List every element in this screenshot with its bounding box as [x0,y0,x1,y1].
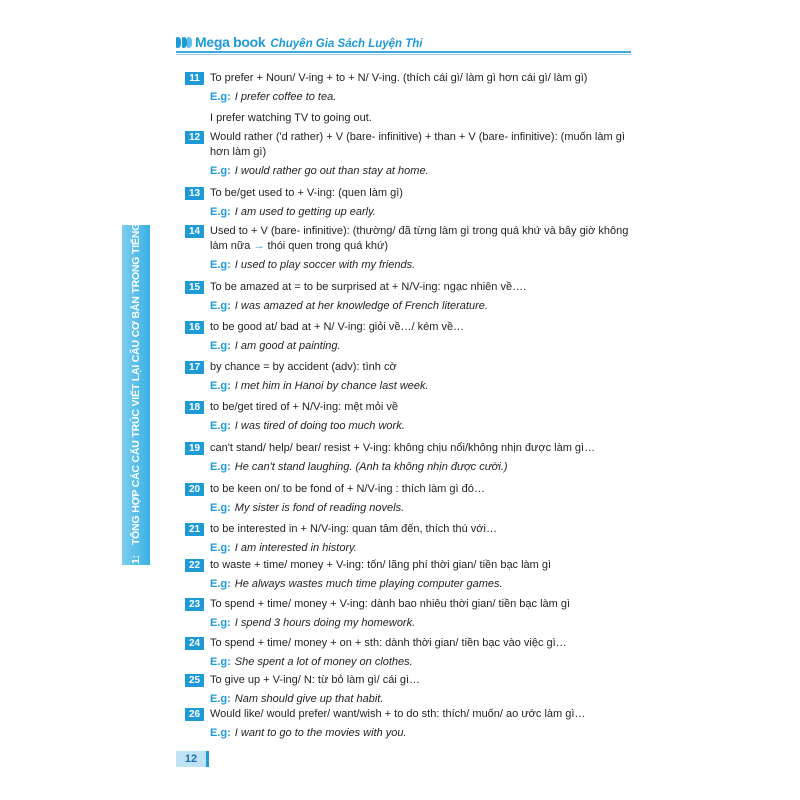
entry-number: 12 [185,131,204,144]
example-text: She spent a lot of money on clothes. [234,656,413,668]
megabook-logo [176,34,423,50]
entry-rule-part: Used to + V (bare- infinitive): (thường/ đã từng làm gì trong quá khứ và bây giờ không làm nữa [210,225,629,252]
entry-rule: To give up + V-ing/ N: từ bỏ làm gì/ cái gì… [210,674,421,686]
entry-rule: to waste + time/ money + V-ing: tốn/ lãng phí thời gian/ tiền bạc làm gì [210,559,552,571]
example-text: He can't stand laughing. (Anh ta không nhịn được cười.) [234,461,508,473]
page-header [176,34,631,52]
brand-tagline: Chuyên Gia Sách Luyện Thi [270,38,423,50]
entry-example [210,419,645,434]
entry-example [210,299,645,314]
entry-example [210,692,645,707]
page-number-bar [206,751,209,767]
eg-label: E.g: [210,91,231,103]
eg-label: E.g: [210,502,231,514]
entry-number: 26 [185,708,204,721]
entry-example [210,541,645,556]
structure-entry [185,224,645,273]
entry-number: 21 [185,523,204,536]
right-arrow-icon: → [253,240,265,252]
structure-entry [185,597,645,631]
entry-example [210,164,645,179]
header-rule-thin [176,54,631,55]
example-text: I was tired of doing too much work. [234,420,405,432]
example-text: I would rather go out than stay at home. [234,165,429,177]
entry-example [210,205,645,220]
structure-entry [185,522,645,556]
entry-rule-part: thói quen trong quá khứ) [267,240,389,252]
eg-label: E.g: [210,461,231,473]
example-text: I want to go to the movies with you. [234,727,407,739]
entry-rule: To spend + time/ money + on + sth: dành thời gian/ tiền bạc vào việc gì… [210,637,567,649]
structure-entry [185,441,645,475]
entry-example [210,655,645,670]
entry-number: 15 [185,281,204,294]
megabook-logo-icon [176,37,192,48]
eg-label: E.g: [210,578,231,590]
entry-example [210,90,645,105]
entry-number: 25 [185,674,204,687]
structure-entry [185,558,645,592]
entry-rule: To prefer + Noun/ V-ing + to + N/ V-ing. (thích cái gì/ làm gì hơn cái gì/ làm gì) [210,72,588,84]
entry-number: 19 [185,442,204,455]
structure-entry [185,707,645,741]
entry-rule: To be/get used to + V-ing: (quen làm gì) [210,187,403,199]
example-text: I am used to getting up early. [234,206,376,218]
entry-rule: to be interested in + N/V-ing: quan tâm đến, thích thú với… [210,523,497,535]
structure-entry [185,400,645,434]
example-text: I met him in Hanoi by chance last week. [234,380,429,392]
example-text: I spend 3 hours doing my homework. [234,617,416,629]
entry-rule: to be keen on/ to be fond of + N/V-ing : thích làm gì đó… [210,483,485,495]
page-number: 12 [176,751,206,767]
structure-entry [185,280,645,314]
entry-number: 16 [185,321,204,334]
entry-example [210,258,645,273]
example-text: I used to play soccer with my friends. [234,259,416,271]
example-text: Nam should give up that habit. [234,693,384,705]
entry-example [210,726,645,741]
entry-example [210,460,645,475]
entry-rule: Would like/ would prefer/ want/wish + to do sth: thích/ muốn/ ao ước làm gì… [210,708,586,720]
structure-entry [185,186,645,220]
entry-rule: to be good at/ bad at + N/ V-ing: giỏi về…/ kém về… [210,321,465,333]
example-text: I was amazed at her knowledge of French literature. [234,300,488,312]
entry-number: 24 [185,637,204,650]
entry-number: 14 [185,225,204,238]
entry-number: 17 [185,361,204,374]
brand-name: Mega book [195,34,266,50]
eg-label: E.g: [210,165,231,177]
header-rule [176,51,631,53]
side-chapter-title [130,198,142,591]
example-text: He always wastes much time playing computer games. [234,578,503,590]
structure-entry [185,482,645,516]
example-text: I prefer coffee to tea. [234,91,337,103]
eg-label: E.g: [210,656,231,668]
entry-number: 13 [185,187,204,200]
entry-rule: can't stand/ help/ bear/ resist + V-ing: không chịu nổi/không nhịn được làm gì… [210,442,596,454]
entry-example [210,616,645,631]
example-text: My sister is fond of reading novels. [234,502,405,514]
entry-rule: To be amazed at = to be surprised at + N/V-ing: ngạc nhiên về…. [210,281,527,293]
eg-label: E.g: [210,206,231,218]
eg-label: E.g: [210,380,231,392]
structure-entry [185,636,645,670]
entry-number: 11 [185,72,204,85]
entry-example [210,379,645,394]
side-part-title: TỔNG HỢP CÁC CẤU TRÚC VIẾT LẠI CÂU CƠ BẢN TRONG TIẾNG ANH [130,198,142,546]
eg-label: E.g: [210,420,231,432]
entry-example [210,577,645,592]
side-part-label: Phần 1: [130,555,142,592]
entry-example [210,339,645,354]
entry-extra-example: I prefer watching TV to going out. [210,112,372,124]
example-text: I am interested in history. [234,542,357,554]
entry-rule: To spend + time/ money + V-ing: dành bao nhiêu thời gian/ tiền bạc làm gì [210,598,571,610]
eg-label: E.g: [210,542,231,554]
eg-label: E.g: [210,340,231,352]
structure-entry [185,320,645,354]
eg-label: E.g: [210,727,231,739]
eg-label: E.g: [210,259,231,271]
entry-number: 22 [185,559,204,572]
entry-number: 23 [185,598,204,611]
entry-rule: Would rather ('d rather) + V (bare- infinitive) + than + V (bare- infinitive): (muốn làm gì hơn làm gì) [210,131,625,158]
eg-label: E.g: [210,617,231,629]
structure-entry [185,71,645,126]
structure-entry [185,130,645,179]
structure-entry [185,673,645,707]
entry-rule [210,224,645,254]
eg-label: E.g: [210,300,231,312]
entry-number: 18 [185,401,204,414]
example-text: I am good at painting. [234,340,341,352]
entry-number: 20 [185,483,204,496]
entry-rule: by chance = by accident (adv): tình cờ [210,361,397,373]
entry-example [210,501,645,516]
structure-entry [185,360,645,394]
entry-rule: to be/get tired of + N/V-ing: mệt mỏi về [210,401,399,413]
eg-label: E.g: [210,693,231,705]
